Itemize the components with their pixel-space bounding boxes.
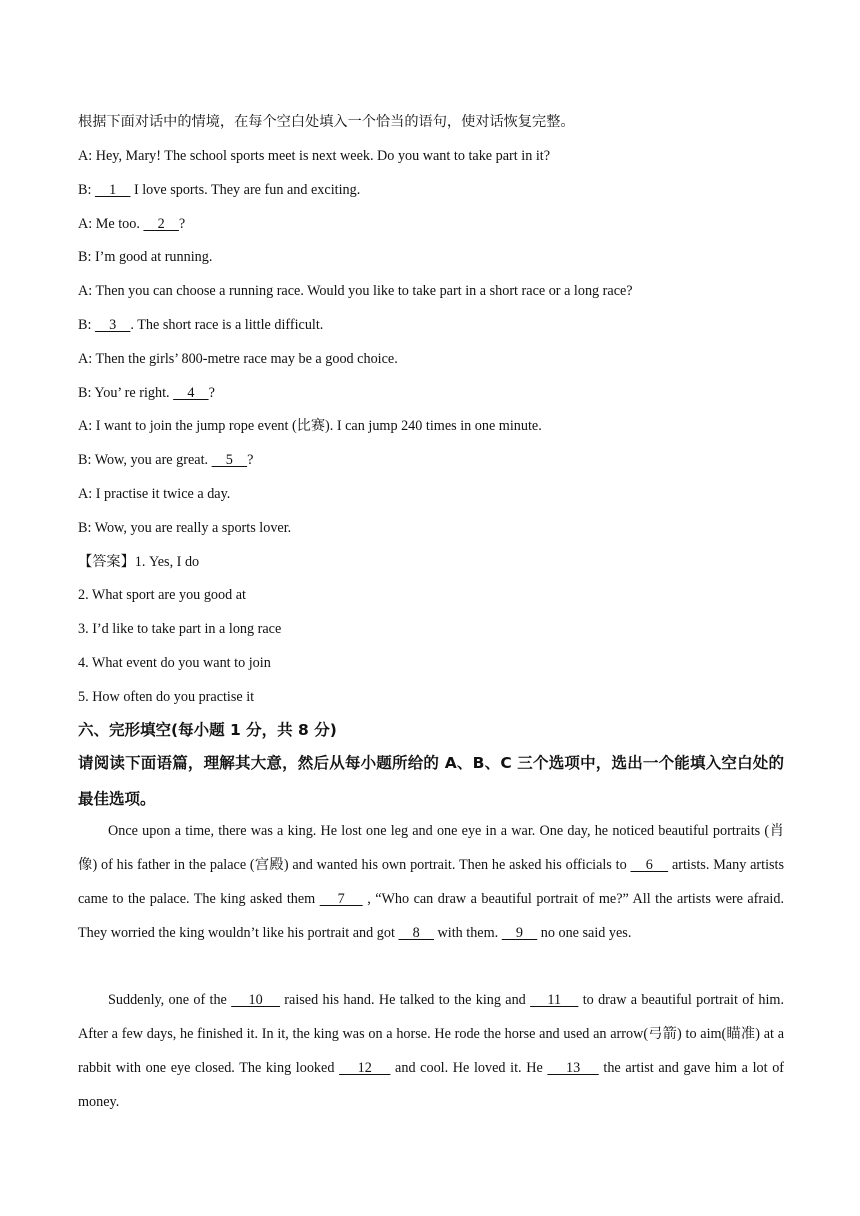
- dialogue-text: . The short race is a little difficult.: [130, 317, 324, 333]
- answer-line: 3. I’d like to take part in a long race: [78, 621, 282, 638]
- intro-text: 根据下面对话中的情境，在每个空白处填入一个恰当的语句，使对话恢复完整。: [78, 114, 575, 130]
- dialogue-text: A: Hey, Mary! The school sports meet is next week. Do you want to take part in it?: [78, 148, 551, 164]
- dialogue-line: [78, 450, 784, 470]
- dialogue-text: B: Wow, you are great.: [78, 452, 212, 469]
- dialogue-line: [78, 518, 784, 538]
- passage-text: with them.: [433, 925, 502, 941]
- passage-text: the artist and gave him a lot of money.: [78, 1060, 785, 1110]
- passage-text: to draw a beautiful portrait of him. After a few days, he finished it. In it, the king was on a horse. He rode the horse and used an arrow(弓箭) to aim(瞄准) at a rabbit with one eye closed. The king looked: [78, 992, 784, 1076]
- dialogue-line: [78, 247, 784, 267]
- dialogue-text: A: Then the girls’ 800-metre race may be a good choice.: [78, 350, 398, 367]
- answer-blank: 5: [211, 452, 248, 469]
- dialogue-line: [78, 383, 784, 403]
- answer-blank: 1: [94, 181, 131, 198]
- dialogue-text: ?: [208, 384, 215, 401]
- passage-text: , “Who can draw a beautiful portrait of me?” All the artists were afraid. They worried the king wouldn’t like his portrait and got: [78, 891, 785, 941]
- passage-paragraph-1: [78, 814, 784, 950]
- passage-text: raised his hand. He talked to the king and: [279, 992, 531, 1008]
- answer-line: 5. How often do you practise it: [78, 688, 255, 705]
- cloze-blank: 7: [319, 891, 363, 907]
- dialogue-line: [78, 180, 784, 200]
- dialogue-text: ?: [247, 452, 254, 469]
- cloze-blank: 9: [501, 925, 538, 941]
- passage-text: Suddenly, one of the: [108, 992, 232, 1008]
- dialogue-line: [78, 146, 784, 166]
- section-heading: 六、完形填空(每小题 1 分，共 8 分): [78, 721, 337, 739]
- answer-line: 2. What sport are you good at: [78, 587, 246, 604]
- section-instruction: 请阅读下面语篇，理解其大意，然后从每小题所给的 A、B、C 三个选项中，选出一个能填入空白处的最佳选项。: [78, 754, 784, 808]
- answer-line: 【答案】1. Yes, I do: [78, 553, 200, 570]
- dialogue-text: B: You’ re right.: [78, 384, 174, 401]
- passage-text: no one said yes.: [537, 925, 632, 941]
- dialogue-text: I love sports. They are fun and exciting.: [130, 181, 361, 198]
- answer-blank: 3: [94, 317, 131, 333]
- passage-paragraph-2: [78, 983, 784, 1119]
- passage-text: Once upon a time, there was a king. He lost one leg and one eye in a war. One day, he noticed beautiful portraits (肖像) of his father in the palace (宫殿) and wanted his own portrait. Then he asked his officials to: [78, 823, 784, 873]
- passage-text: artists. Many artists came to the palace. The king asked them: [78, 857, 784, 907]
- passage-text: and cool. He loved it. He: [390, 1060, 548, 1076]
- answer-blank: 4: [173, 384, 209, 401]
- dialogue-line: [78, 214, 784, 234]
- dialogue-text: A: I practise it twice a day.: [78, 486, 231, 502]
- answer-blank: 2: [143, 215, 179, 232]
- dialogue-line: [78, 416, 784, 436]
- dialogue-text: A: I want to join the jump rope event (比赛). I can jump 240 times in one minute.: [78, 418, 542, 435]
- cloze-blank: 10: [231, 992, 280, 1008]
- cloze-blank: 8: [398, 925, 434, 941]
- dialogue-text: B:: [78, 317, 95, 333]
- cloze-blank: 13: [547, 1060, 599, 1076]
- answer-line: 4. What event do you want to join: [78, 654, 271, 671]
- cloze-blank: 11: [530, 992, 579, 1008]
- cloze-blank: 6: [630, 857, 669, 873]
- dialogue-text: B: I’m good at running.: [78, 249, 213, 266]
- dialogue-text: B: Wow, you are really a sports lover.: [78, 519, 292, 536]
- dialogue-line: [78, 349, 784, 369]
- dialogue-line: [78, 315, 784, 335]
- cloze-blank: 12: [339, 1060, 391, 1076]
- dialogue-line: [78, 484, 784, 504]
- dialogue-line: [78, 281, 784, 301]
- dialogue-text: ?: [178, 215, 186, 232]
- dialogue-text: A: Me too.: [78, 215, 144, 232]
- dialogue-text: A: Then you can choose a running race. Would you like to take part in a short race or a long race?: [78, 283, 633, 300]
- dialogue-text: B:: [78, 181, 95, 198]
